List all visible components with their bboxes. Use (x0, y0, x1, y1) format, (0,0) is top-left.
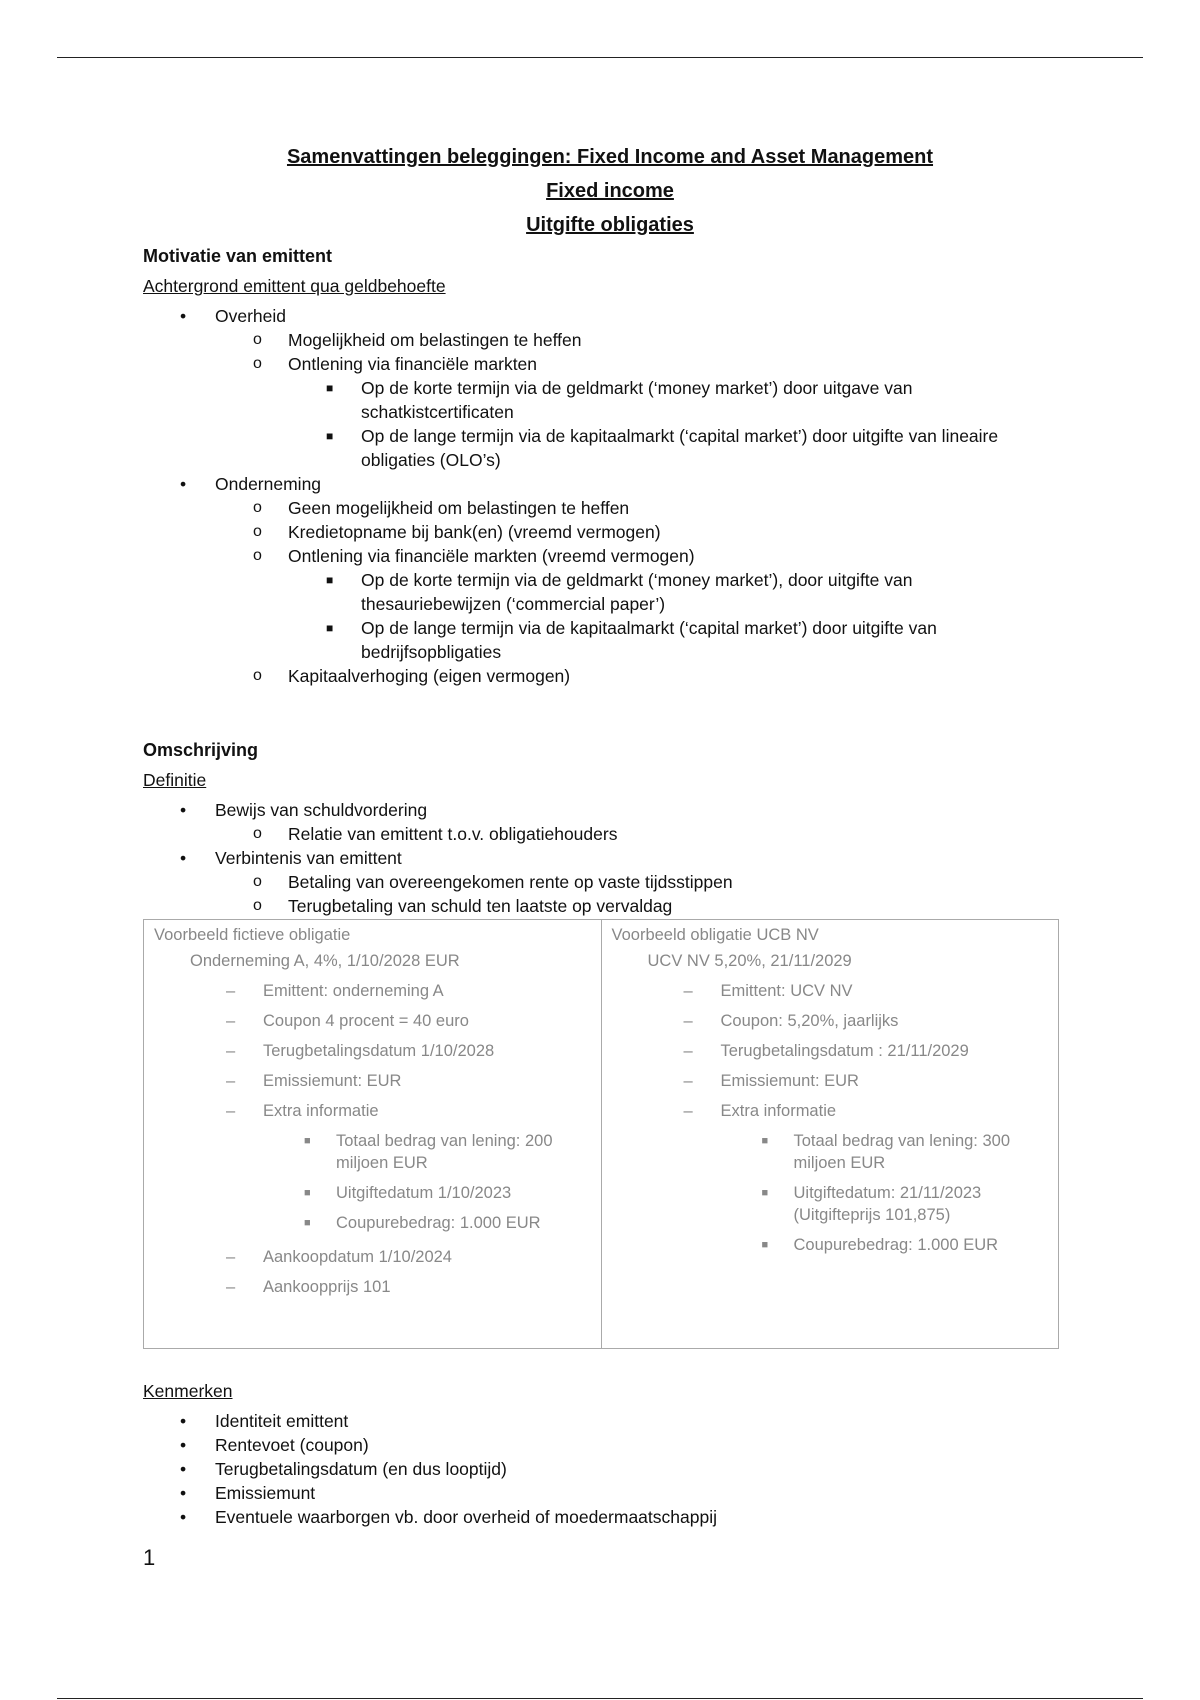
list-item: • Overheid (180, 306, 287, 326)
page-number: 1 (143, 1545, 156, 1570)
circle-bullet-icon: o (253, 873, 262, 890)
example-left (144, 920, 601, 1348)
list-item: • Terugbetalingsdatum (en dus looptijd) (180, 1459, 507, 1479)
list-item: – Aankoopprijs 101 (154, 1272, 591, 1302)
bullet-icon: • (180, 800, 187, 820)
square-bullet-icon: ■ (326, 381, 334, 395)
bullet-icon: • (180, 474, 187, 494)
list-item: • Rentevoet (coupon) (180, 1435, 369, 1455)
list-item: o Terugbetaling van schuld ten laatste op vervaldag (253, 896, 673, 916)
list-item: – Coupon 4 procent = 40 euro (154, 1006, 591, 1036)
dash-icon: – (226, 1072, 236, 1090)
circle-bullet-icon: o (253, 499, 262, 516)
circle-bullet-icon: o (253, 523, 262, 540)
example-left-title: Voorbeeld fictieve obligatie (154, 926, 351, 944)
bullet-icon: • (180, 306, 187, 326)
circle-bullet-icon: o (253, 331, 262, 348)
dash-icon: – (226, 982, 236, 1000)
list-item: • Emissiemunt (180, 1483, 316, 1503)
list-item: – Terugbetalingsdatum 1/10/2028 (154, 1036, 591, 1066)
kenmerken-subheading: Kenmerken (143, 1381, 233, 1401)
square-bullet-icon: ■ (326, 621, 334, 635)
list-item: – Emissiemunt: EUR (612, 1066, 1049, 1096)
list-item: • Onderneming (180, 474, 322, 494)
circle-bullet-icon: o (253, 897, 262, 914)
list-item: o Relatie van emittent t.o.v. obligatiehouders (253, 824, 618, 844)
list-item: o Geen mogelijkheid om belastingen te heffen (253, 498, 630, 518)
square-bullet-icon: ■ (761, 1135, 769, 1147)
bullet-icon: • (180, 1435, 187, 1455)
section-title: Fixed income (546, 180, 674, 202)
list-item: ■ Op de korte termijn via de geldmarkt (‘money market’) door uitgave van schatkistcertificaten (326, 378, 913, 422)
list-item: ■ Coupurebedrag: 1.000 EUR (761, 1236, 999, 1254)
list-item: – Emissiemunt: EUR (154, 1066, 591, 1096)
omschrijving-heading: Omschrijving (143, 740, 259, 760)
definitie-subheading: Definitie (143, 770, 207, 790)
list-item: o Kapitaalverhoging (eigen vermogen) (253, 666, 571, 686)
bullet-icon: • (180, 1507, 187, 1527)
list-item: ■ Op de korte termijn via de geldmarkt (‘money market’), door uitgifte van thesauriebewijzen (‘commercial paper’) (326, 570, 913, 614)
list-item: – Extra informatie (154, 1096, 591, 1126)
dash-icon: – (683, 1102, 693, 1120)
list-item: ■ Uitgiftedatum 1/10/2023 (304, 1184, 512, 1202)
list-item: – Emittent: UCV NV (612, 976, 1049, 1006)
circle-bullet-icon: o (253, 547, 262, 564)
list-item: ■ Totaal bedrag van lening: 300 miljoen EUR (761, 1132, 1010, 1172)
dash-icon: – (226, 1102, 236, 1120)
list-item: – Aankoopdatum 1/10/2024 (154, 1242, 591, 1272)
dash-icon: – (226, 1248, 236, 1266)
dash-icon: – (226, 1278, 236, 1296)
list-item: – Coupon: 5,20%, jaarlijks (612, 1006, 1049, 1036)
subsection-title: Uitgifte obligaties (526, 214, 694, 236)
definitie-list (143, 798, 1057, 918)
square-bullet-icon: ■ (304, 1187, 311, 1199)
document-title: Samenvattingen beleggingen: Fixed Income and Asset Management (286, 146, 934, 168)
kenmerken-list (143, 1409, 1057, 1529)
header-rule (57, 57, 1143, 58)
square-bullet-icon: ■ (304, 1135, 311, 1147)
dash-icon: – (683, 1072, 693, 1090)
list-item: ■ Op de lange termijn via de kapitaalmarkt (‘capital market’) door uitgifte van lineaire obligaties (OLO’s) (326, 426, 999, 470)
example-right (601, 920, 1059, 1348)
list-item: o Ontlening via financiële markten (vreemd vermogen) (253, 546, 695, 566)
list-item: – Extra informatie (612, 1096, 1049, 1126)
list-item: ■ Op de lange termijn via de kapitaalmarkt (‘capital market’) door uitgifte van bedrijfsopbligaties (326, 618, 937, 662)
example-right-sub: UCV NV 5,20%, 21/11/2029 (647, 952, 852, 970)
list-item: ■ Coupurebedrag: 1.000 EUR (304, 1214, 541, 1232)
list-item: ■ Totaal bedrag van lening: 200 miljoen EUR (304, 1132, 553, 1172)
example-left-sub: Onderneming A, 4%, 1/10/2028 EUR (190, 952, 460, 970)
list-item: o Kredietopname bij bank(en) (vreemd vermogen) (253, 522, 661, 542)
bullet-icon: • (180, 1459, 187, 1479)
square-bullet-icon: ■ (326, 573, 334, 587)
dash-icon: – (683, 982, 693, 1000)
list-item: • Identiteit emittent (180, 1411, 349, 1431)
square-bullet-icon: ■ (304, 1217, 311, 1229)
document-page (143, 142, 1057, 1573)
dash-icon: – (683, 1042, 693, 1060)
list-item: • Eventuele waarborgen vb. door overheid of moedermaatschappij (180, 1507, 717, 1527)
motivatie-subheading: Achtergrond emittent qua geldbehoefte (143, 276, 446, 296)
list-item: – Emittent: onderneming A (154, 976, 591, 1006)
bullet-icon: • (180, 1411, 187, 1431)
list-item: – Terugbetalingsdatum : 21/11/2029 (612, 1036, 1049, 1066)
list-item: o Mogelijkheid om belastingen te heffen (253, 330, 582, 350)
example-right-title: Voorbeeld obligatie UCB NV (611, 926, 819, 944)
motivatie-heading: Motivatie van emittent (143, 246, 333, 266)
list-item: • Verbintenis van emittent (180, 848, 402, 868)
circle-bullet-icon: o (253, 825, 262, 842)
spacer (143, 688, 1057, 738)
square-bullet-icon: ■ (761, 1239, 769, 1251)
list-item: o Ontlening via financiële markten (253, 354, 538, 374)
dash-icon: – (683, 1012, 693, 1030)
footer-rule (57, 1698, 1143, 1699)
bullet-icon: • (180, 848, 187, 868)
bullet-icon: • (180, 1483, 187, 1503)
square-bullet-icon: ■ (326, 429, 334, 443)
list-item: • Bewijs van schuldvordering (180, 800, 428, 820)
motivatie-list (143, 304, 1057, 688)
list-item: o Betaling van overeengekomen rente op vaste tijdsstippen (253, 872, 733, 892)
dash-icon: – (226, 1042, 236, 1060)
square-bullet-icon: ■ (761, 1187, 769, 1199)
circle-bullet-icon: o (253, 355, 262, 372)
list-item: ■ Uitgiftedatum: 21/11/2023 (Uitgifteprijs 101,875) (761, 1184, 982, 1224)
circle-bullet-icon: o (253, 667, 262, 684)
example-table (143, 919, 1059, 1349)
dash-icon: – (226, 1012, 236, 1030)
